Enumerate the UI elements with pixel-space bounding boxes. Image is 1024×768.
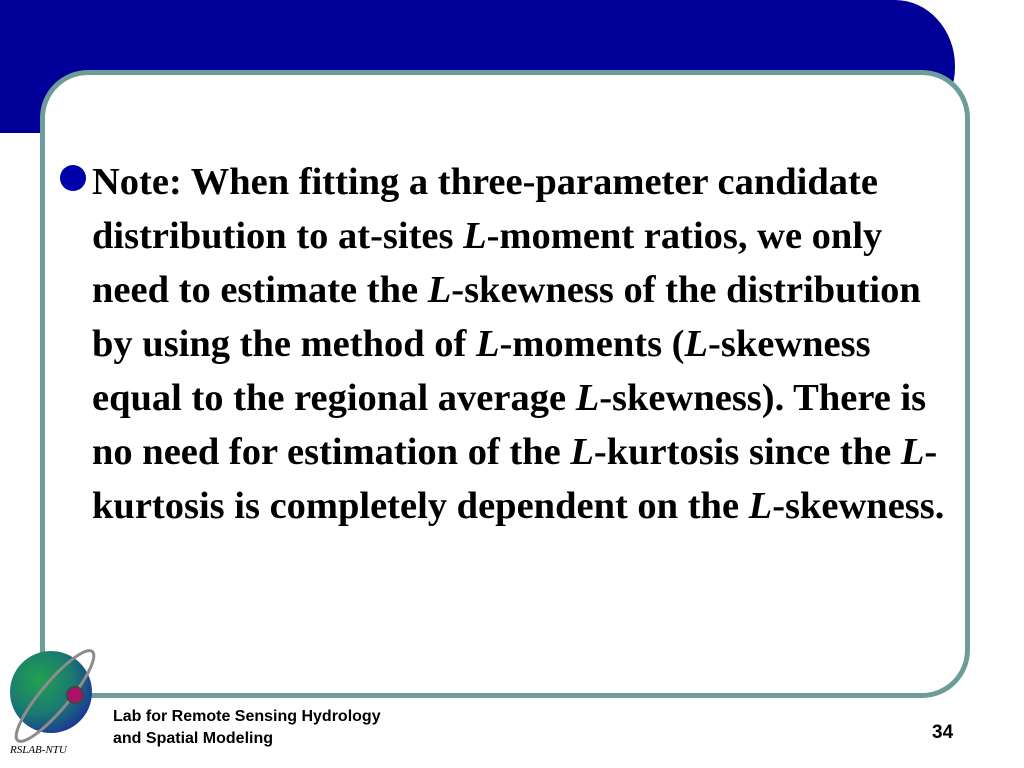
- text-part: -skewness.: [772, 485, 945, 527]
- italic-l: L: [748, 485, 773, 527]
- text-part: -skewness equal to the regional average: [92, 323, 871, 419]
- bullet-item: [60, 155, 960, 533]
- text-part: Note: When fitting a three-parameter candidate distribution to at-sites: [92, 161, 878, 257]
- text-part: -kurtosis is completely dependent on the: [92, 431, 938, 527]
- logo-caption: RSLAB-NTU: [10, 744, 67, 756]
- italic-l: L: [476, 323, 500, 365]
- italic-l: L: [900, 431, 925, 473]
- text-part: -kurtosis since the: [593, 431, 901, 473]
- italic-l: L: [684, 323, 709, 365]
- note-text: [92, 155, 960, 533]
- footer-lab-name: [113, 706, 381, 750]
- text-part: -moment ratios, we only need to estimate the: [92, 215, 883, 311]
- globe-orbit-logo-icon: [5, 640, 110, 752]
- footer-lab-line1: Lab for Remote Sensing Hydrology: [113, 708, 381, 725]
- italic-l: L: [575, 377, 600, 419]
- italic-l: L: [427, 269, 452, 311]
- slide-content: [60, 155, 960, 533]
- italic-l: L: [463, 215, 487, 257]
- page-number: 34: [932, 722, 954, 743]
- italic-l: L: [570, 431, 594, 473]
- text-part: -skewness). There is no need for estimation of the: [92, 377, 927, 473]
- bullet-icon: [60, 165, 86, 191]
- text-part: -moments (: [499, 323, 685, 365]
- text-part: -skewness of the distribution by using the method of: [92, 269, 921, 365]
- footer-lab-line2: and Spatial Modeling: [113, 730, 274, 747]
